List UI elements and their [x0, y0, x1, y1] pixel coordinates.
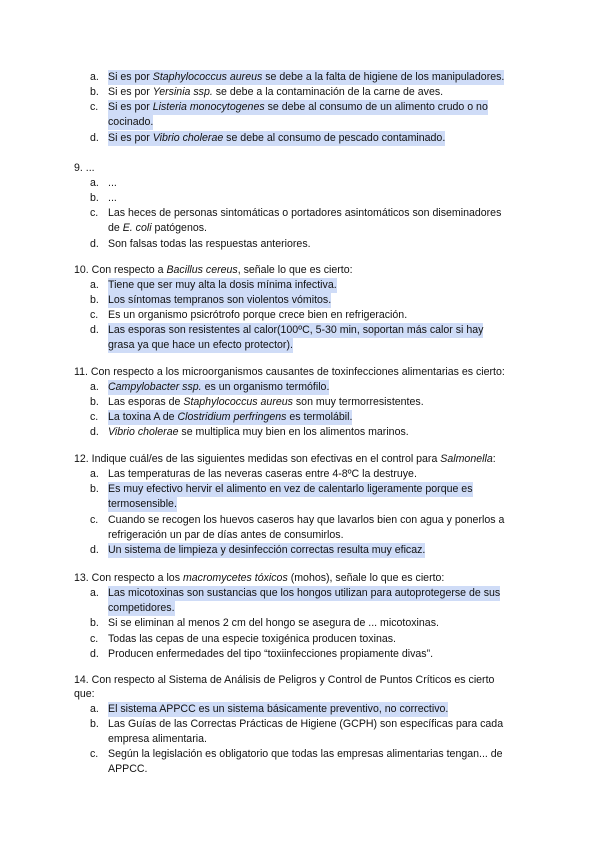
option-text: Cuando se recogen los huevos caseros hay que lavarlos bien con agua y ponerlos a — [108, 514, 505, 526]
option-text: Las micotoxinas son sustancias que los hongos utilizan para autoprotegerse de sus — [108, 587, 501, 599]
option-text: La toxina A de Clostridium perfringens es termolábil. — [108, 411, 353, 423]
option-text-cont: refrigeración un par de días antes de consumirlos. — [108, 529, 344, 541]
option-text-cont: grasa ya que hace un efecto protector). — [108, 339, 293, 351]
option-text: Las temperaturas de las neveras caseras entre 4-8ºC la destruye. — [108, 468, 417, 480]
option-text: Campylobacter ssp. es un organismo termófilo. — [108, 381, 330, 393]
option-text: Todas las cepas de una especie toxigénica producen toxinas. — [108, 633, 396, 645]
option-text: Si se eliminan al menos 2 cm del hongo se asegura de ... micotoxinas. — [108, 617, 439, 629]
option-text-cont: APPCC. — [108, 763, 148, 775]
q14-heading-cont: que: — [74, 688, 95, 700]
option-text: Producen enfermedades del tipo “toxiinfecciones propiamente divas”. — [108, 648, 434, 660]
option-text-cont: de E. coli patógenos. — [108, 222, 207, 234]
q11-heading: 11. Con respecto a los microorganismos causantes de toxinfecciones alimentarias es cierto: — [74, 366, 505, 378]
option-text: Si es por Yersinia ssp. se debe a la contaminación de la carne de aves. — [108, 86, 444, 98]
option-text: Un sistema de limpieza y desinfección correctas resulta muy eficaz. — [108, 544, 426, 556]
option-text: Las Guías de las Correctas Prácticas de Higiene (GCPH) son específicas para cada — [108, 718, 504, 730]
q9-heading: 9. ... — [74, 162, 95, 174]
option-text: Los síntomas tempranos son violentos vómitos. — [108, 294, 332, 306]
option-text: Las esporas de Staphylococcus aureus son muy termorresistentes. — [108, 396, 424, 408]
option-text: Es muy efectivo hervir el alimento en vez de calentarlo ligeramente porque es — [108, 483, 473, 495]
option-text: Es un organismo psicrótrofo porque crece bien en refrigeración. — [108, 309, 408, 321]
option-text: Si es por Listeria monocytogenes se debe al consumo de un alimento crudo o no — [108, 101, 488, 113]
option-text: Las heces de personas sintomáticas o portadores asintomáticos son diseminadores — [108, 207, 502, 219]
option-text: El sistema APPCC es un sistema básicamente preventivo, no correctivo. — [108, 703, 449, 715]
option-text: Según la legislación es obligatorio que todas las empresas alimentarias tengan... de — [108, 748, 503, 760]
option-text: Son falsas todas las respuestas anteriores. — [108, 238, 311, 250]
option-text: Vibrio cholerae se multiplica muy bien en los alimentos marinos. — [108, 426, 409, 438]
option-text-cont: empresa alimentaria. — [108, 733, 207, 745]
q14-heading: 14. Con respecto al Sistema de Análisis de Peligros y Control de Puntos Críticos es cierto — [74, 674, 495, 686]
option-text: Tiene que ser muy alta la dosis mínima infectiva. — [108, 279, 337, 291]
option-text-cont: cocinado. — [108, 116, 154, 128]
option-text-cont: termosensible. — [108, 498, 177, 510]
q13-heading: 13. Con respecto a los macromycetes tóxicos (mohos), señale lo que es cierto: — [74, 572, 445, 584]
option-text: ... — [108, 177, 117, 189]
option-text: Si es por Staphylococcus aureus se debe a la falta de higiene de los manipuladores. — [108, 71, 505, 83]
q10-heading: 10. Con respecto a Bacillus cereus, señale lo que es cierto: — [74, 264, 353, 276]
q12-heading: 12. Indique cuál/es de las siguientes medidas son efectivas en el control para Salmonella: — [74, 453, 496, 465]
option-text: Las esporas son resistentes al calor(100ºC, 5-30 min, soportan más calor si hay — [108, 324, 484, 336]
option-text: Si es por Vibrio cholerae se debe al consumo de pescado contaminado. — [108, 132, 446, 144]
document-page: a. Si es por Staphylococcus aureus se debe a la falta de higiene de los manipuladores. b. Si es por Yersinia ssp. se debe a la contaminación de la carne de aves. c. Si es por Listeria monocytogenes se debe al consumo de un alimento crudo o no cocinado. d. Si es por Vibrio cholerae se debe al consumo de pescado contaminado. 9. ... a. ... b. ... c. Las heces de personas sintomáticas o portadores asintomáticos son diseminadores de E. coli patógenos. d. Son falsas todas las respuestas anteriores. 10. Con respecto a Bacillus cereus, señale lo que es cierto: a. Tiene que ser muy alta la dosis mínima infectiva. b. Los síntomas tempranos son violentos vómitos. c. Es un organismo psicrótrofo porque crece bien en refrigeración. d. Las esporas son resistentes al calor(100ºC, 5-30 min, soportan más calor si hay grasa ya que hace un efecto protector). 11. Con respecto a los microorganismos causantes de toxinfecciones alimentarias es cierto: a. Campylobacter ssp. es un organismo termófilo. b. Las esporas de Staphylococcus aureus son muy termorresistentes. c. La toxina A de Clostridium perfringens es termolábil. d. Vibrio cholerae se multiplica muy bien en los alimentos marinos. 12. Indique cuál/es de las siguientes medidas son efectivas en el control para Salmonella: a. Las temperaturas de las neveras caseras entre 4-8ºC la destruye. b. Es muy efectivo hervir el alimento en vez de calentarlo ligeramente porque es termosensible. c. Cuando se recogen los huevos caseros hay que lavarlos bien con agua y ponerlos a refrigeración un par de días antes de consumirlos. d. Un sistema de limpieza y desinfección correctas resulta muy eficaz. 13. Con respecto a los macromycetes tóxicos (mohos), señale lo que es cierto: a. Las micotoxinas son sustancias que los hongos utilizan para autoprotegerse de sus competidores. b. Si se eliminan al menos 2 cm del hongo se asegura de ... micotoxinas. c. Todas las cepas de una especie toxigénica producen toxinas. d. Producen enfermedades del tipo “toxiinfecciones propiamente divas”. 14. Con respecto al Sistema de Análisis de Peligros y Control de Puntos Críticos es cierto que: a. El sistema APPCC es un sistema básicamente preventivo, no correctivo. b. Las Guías de las Correctas Prácticas de Higiene (GCPH) son específicas para cada empresa alimentaria. c. Según la legislación es obligatorio que todas las empresas alimentarias tengan... de APPCC. — [74, 71, 505, 775]
option-text: ... — [108, 192, 117, 204]
option-text-cont: competidores. — [108, 602, 175, 614]
